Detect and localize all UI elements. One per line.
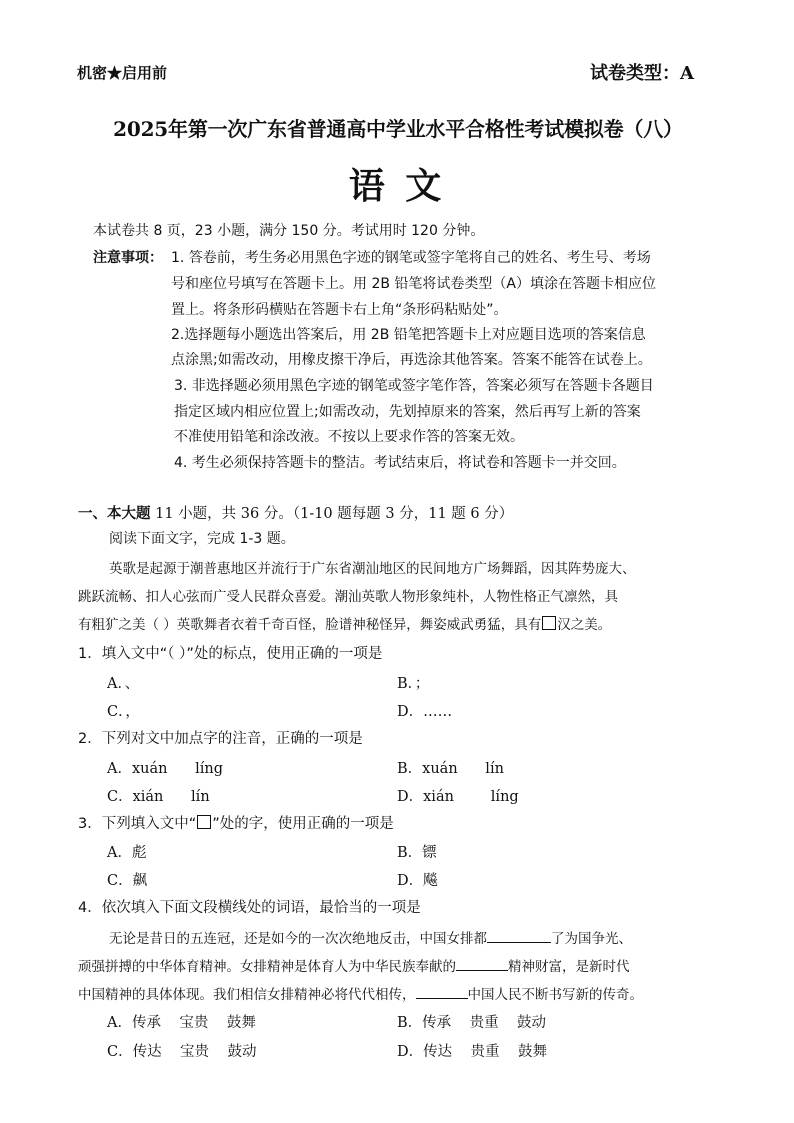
option-c: C．飙 [107,873,148,889]
question-stem: 1．填入文中“（ ）”处的标点，使用正确的一项是 [78,646,383,662]
exam-title: 2025年第一次广东省普通高中学业水平合格性考试模拟卷（八） [113,117,683,141]
passage-line-text: 有粗犷之美（ ）英歌舞者衣着千奇百怪，脸谱神秘怪异，舞姿威武勇猛，具有 [78,617,542,633]
option-b: B．； [397,676,430,692]
passage-line [78,955,630,975]
option-d: D．飚 [397,873,438,889]
question-stem: 4．依次填入下面文段横线处的词语，最恰当的一项是 [78,900,421,916]
passage-line-end: 汉之美。 [557,617,612,633]
option-a: A．xuán líng [107,761,224,777]
notes-line: 指定区域内相应位置上;如需改动，先划掉原来的答案，然后再写上新的答案 [174,404,641,420]
notes-line: 置上。将条形码横贴在答题卡右上角“条形码粘贴处”。 [171,302,508,318]
notes-label: 注意事项： [93,250,163,266]
notes-line: 3. 非选择题必须用黑色字迹的钢笔或签字笔作答，答案必须写在答题卡各题目 [174,378,654,394]
passage-text: 精神财富，是新时代 [508,959,630,975]
notes-line: 2.选择题每小题选出答案后，用 2B 铅笔把答题卡上对应题目选项的答案信息 [171,327,646,343]
passage-text: 中国精神的具体体现。我们相信女排精神必将代代相传， [78,987,416,1003]
notes-line: 号和座位号填写在答题卡上。用 2B 铅笔将试卷类型（A）填涂在答题卡相应位 [171,276,656,292]
passage-text: 无论是昔日的五连冠，还是如今的一次次绝地反击，中国女排都 [109,931,487,947]
option-a: A．彪 [107,845,147,861]
option-c: C．传达 宝贵 鼓动 [107,1044,257,1060]
option-c: C．xián lín [107,789,210,805]
subject-title: 语 文 [348,165,446,207]
passage-line [109,927,632,947]
passage-line: 跳跃流畅、扣人心弦而广受人民群众喜爱。潮汕英歌人物形象纯朴，人物性格正气凛然，具 [78,589,618,605]
fill-blank [487,942,551,943]
notes-line: 1. 答卷前，考生务必用黑色字迹的钢笔或签字笔将自己的姓名、考生号、考场 [171,250,651,266]
question-stem-end: ”处的字，使用正确的一项是 [212,816,394,832]
option-a: A．传承 宝贵 鼓舞 [107,1015,256,1031]
passage-line: 英歌是起源于潮普惠地区并流行于广东省潮汕地区的民间地方广场舞蹈，因其阵势庞大、 [109,561,636,577]
section-heading [78,502,513,523]
option-a: A．、 [107,676,140,692]
notes-line: 点涂黑;如需改动，用橡皮擦干净后，再选涂其他答案。答案不能答在试卷上。 [171,352,652,368]
paper-type-label: 试卷类型：A [590,63,694,84]
reading-instruction: 阅读下面文字，完成 1-3 题。 [109,531,295,547]
option-d: D．…… [397,704,453,720]
blank-box-icon [542,616,556,630]
option-d: D．xián líng [397,789,519,805]
question-stem: 2．下列对文中加点字的注音，正确的一项是 [78,731,363,747]
passage-text: 顽强拼搏的中华体育精神。女排精神是体育人为中华民族奉献的 [78,959,456,975]
section-heading-bold: 一、本大题 [78,505,151,522]
passage-text: 了为国争光、 [551,931,632,947]
confidential-label: 机密★启用前 [77,64,168,82]
option-b: B．传承 贵重 鼓动 [397,1015,547,1031]
section-heading-rest: 11 小题，共 36 分。（1-10 题每题 3 分，11 题 6 分） [150,506,514,522]
option-c: C．， [107,704,140,720]
passage-text: 中国人民不断书写新的传奇。 [467,987,643,1003]
fill-blank [456,970,508,971]
question-stem [78,812,394,833]
notes-line: 4. 考生必须保持答题卡的整洁。考试结束后，将试卷和答题卡一并交回。 [174,455,626,471]
passage-line [78,613,611,633]
option-d: D．传达 贵重 鼓舞 [397,1044,547,1060]
intro-text: 本试卷共 8 页，23 小题，满分 150 分。考试用时 120 分钟。 [93,223,485,239]
question-stem-start: 3．下列填入文中“ [78,816,197,832]
option-b: B．镖 [397,845,437,861]
passage-line [78,983,643,1003]
fill-blank [416,998,468,999]
blank-box-icon [197,815,211,829]
option-b: B．xuán lín [397,761,504,777]
notes-line: 不准使用铅笔和涂改液。不按以上要求作答的答案无效。 [174,429,524,445]
